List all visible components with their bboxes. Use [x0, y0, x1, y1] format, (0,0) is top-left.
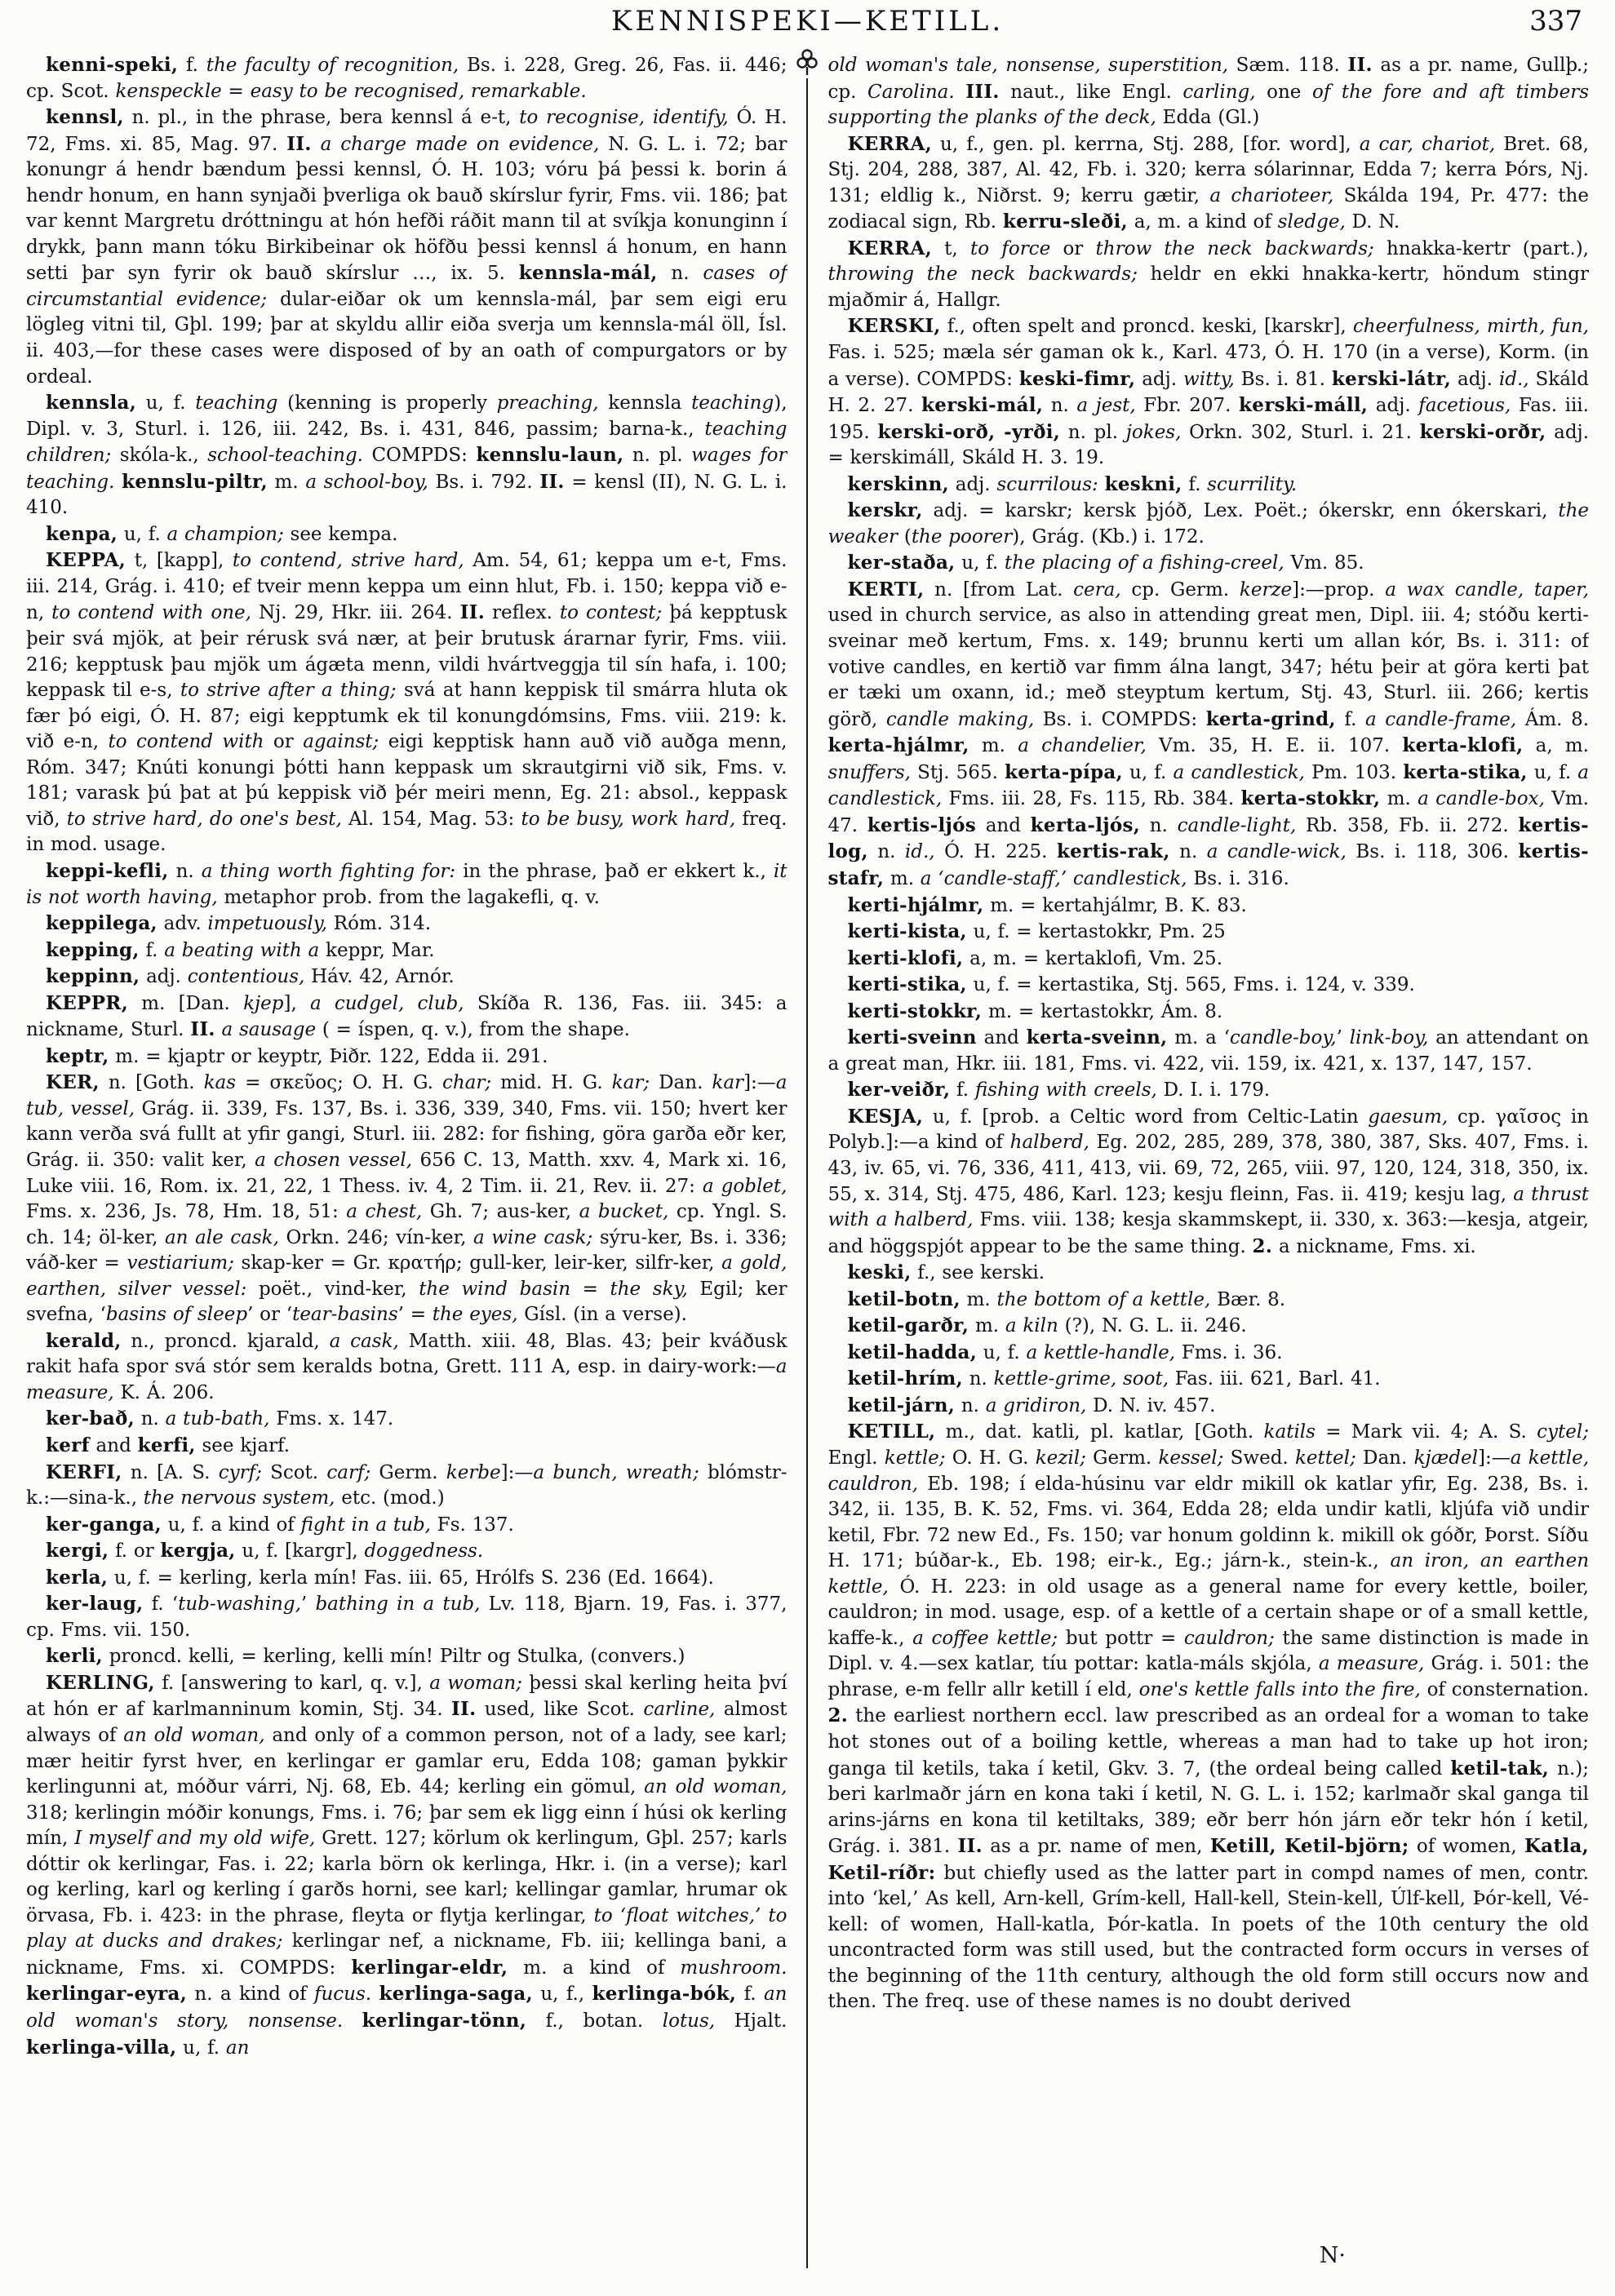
dictionary-entry: kenni-speki, f. the faculty of recognition, Bs. i. 228, Greg. 26, Fas. ii. 446; cp. Scot. kenspeckle = easy to be recognised, remarkable. — [26, 54, 788, 102]
dictionary-entry: kerti-stika, u, f. = kertastika, Stj. 565, Fms. i. 124, v. 339. — [847, 973, 1415, 996]
dictionary-entry: ketil-garðr, m. a kiln (?), N. G. L. ii. 246. — [847, 1314, 1247, 1337]
dictionary-entry: kerald, n., proncd. kjarald, a cask, Matth. xiii. 48, Blas. 43; þeir kváðusk rakit hafa spor svá stór sem keralds botna, Grett. 111 A, esp. in dairy-work:—a measure, K. Á. 206. — [26, 1329, 788, 1403]
dictionary-entry: keppi-kefli, n. a thing worth fighting for: in the phrase, það er ekkert k., it is not worth having, metaphor prob. from the lagakefli, q. v. — [26, 859, 788, 908]
running-head — [0, 5, 1615, 47]
dictionary-entry: kenpa, u, f. a champion; see kempa. — [46, 522, 398, 545]
dictionary-entry: KERRA, u, f., gen. pl. kerrna, Stj. 288, [for. word], a car, chariot, Bret. 68, Stj. 204, 288, 387, Al. 42, Fb. i. 320; kerra sólarinnar, Edda 7; kerra Þórs, Nj. 131; eldlig k., Niðrst. 9; kerru gætir, a charioteer, Skálda 194, Pr. 477: the zodiacal sign, Rb. kerru-sleði, a, m. a kind of sledge, D. N. — [827, 132, 1589, 233]
dictionary-entry: ker-ganga, u, f. a kind of fight in a tub, Fs. 137. — [46, 1513, 514, 1536]
dictionary-entry: ketil-hrím, n. kettle-grime, soot, Fas. iii. 621, Barl. 41. — [847, 1367, 1381, 1390]
dictionary-entry: ketil-hadda, u, f. a kettle-handle, Fms. i. 36. — [847, 1341, 1283, 1363]
dictionary-entry: KERSKI, f., often spelt and proncd. keski, [karskr], cheerfulness, mirth, fun, Fas. i. 525; mæla sér gaman ok k., Karl. 473, Ó. H. 170 (in a verse), Korm. (in a verse). COMPDS: keski-fimr, adj. witty, Bs. i. 81. kerski-látr, adj. id., Skáld H. 2. 27. kerski-mál, n. a jest, Fbr. 207. kerski-máll, adj. facetious, Fas. iii. 195. kerski-orð, -yrði, n. pl. jokes, Orkn. 302, Sturl. i. 21. kerski-orðr, adj. = kerskimáll, Skáld H. 3. 19. — [827, 315, 1589, 469]
dictionary-entry: kerf and kerfi, see kjarf. — [46, 1434, 291, 1456]
text-columns — [26, 52, 1589, 2250]
dictionary-entry: kerskr, adj. = karskr; kersk þjóð, Lex. Poët.; ókerskr, enn ókerskari, the weaker (the poorer), Grág. (Kb.) i. 172. — [827, 499, 1589, 547]
dictionary-entry: KERRA, t, to force or throw the neck backwards; hnakka-kertr (part.), throwing the neck backwards; heldr en ekki hnakka-kertr, höndum stingr mjaðmir á, Hallgr. — [827, 237, 1589, 311]
dictionary-entry: kerla, u, f. = kerling, kerla mín! Fas. iii. 65, Hrólfs S. 236 (Ed. 1664). — [46, 1566, 714, 1589]
column-left-text — [26, 52, 788, 2250]
column-right-text — [828, 52, 1590, 2250]
page-number: 337 — [1529, 5, 1582, 38]
dictionary-entry: ker-staða, u, f. the placing of a fishing-creel, Vm. 85. — [847, 552, 1364, 574]
dictionary-entry: kerti-stokkr, m. = kertastokkr, Ám. 8. — [847, 1000, 1223, 1022]
dictionary-entry: KERLING, f. [answering to karl, q. v.], a woman; þessi skal kerling heita því at hón er af karlmanninum komin, Stj. 34. II. used, like Scot. carline, almost always of an old woman, and only of a common person, not of a lady, see karl; mær heitir fyrst hver, en kerlingar er gamlar eru, Edda 108; gaman þykkir kerlingunni at, móður várri, Nj. 68, Eb. 44; kerling ein gömul, an old woman, 318; kerlingin móðir konungs, Fms. i. 76; þar sem ek ligg einn í húsi ok kerling mín, I myself and my old wife, Grett. 127; körlum ok kerlingum, Gþl. 257; karls dóttir ok kerlingar, Fas. i. 22; karla börn ok kerlinga, Hkr. i. (in a verse); karl og kerling, karl og kerling í garðs horni, see karl; kellingar gamlar, hrumar ok örvasa, Fb. i. 423: in the phrase, fleyta or flytja kerlingar, to ‘float witches,’ to play at ducks and drakes; kerlingar nef, a nickname, Fb. iii; kellinga bani, a nickname, Fms. xi. COMPDS: kerlingar-eldr, m. a kind of mushroom. kerlingar-eyra, n. a kind of fucus. kerlinga-saga, u, f., kerlinga-bók, f. an old woman's story, nonsense. kerlingar-tönn, f., botan. lotus, Hjalt. kerlinga-villa, u, f. an — [26, 1671, 788, 2059]
dictionary-entry: ketil-járn, n. a gridiron, D. N. iv. 457. — [847, 1394, 1216, 1416]
dictionary-entry: kerti-kista, u, f. = kertastokkr, Pm. 25 — [847, 920, 1226, 943]
dictionary-entry: kerti-klofi, a, m. = kertaklofi, Vm. 25. — [847, 946, 1222, 969]
dictionary-entry: ketil-botn, m. the bottom of a kettle, Bær. 8. — [847, 1288, 1286, 1310]
dictionary-entry: keski, f., see kerski. — [847, 1261, 1045, 1284]
dictionary-entry: keppilega, adv. impetuously, Róm. 314. — [46, 912, 432, 935]
dictionary-entry: kerskinn, adj. scurrilous: keskni, f. scurrility. — [847, 472, 1298, 495]
page-title: KENNISPEKI—KETILL. — [610, 5, 1005, 38]
dictionary-entry: KERFI, n. [A. S. cyrf; Scot. carf; Germ. kerbe]:—a bunch, wreath; blómstr-k.:—sina-k., the nervous system, etc. (mod.) — [26, 1460, 788, 1509]
dictionary-entry: kerli, proncd. kelli, = kerling, kelli mín! Piltr og Stulka, (convers.) — [46, 1645, 685, 1668]
dictionary-entry: KERTI, n. [from Lat. cera, cp. Germ. kerze]:—prop. a wax candle, taper, used in church service, as also in attending great men, Dipl. iii. 4; stóðu kerti-sveinar með kertum, Fms. x. 149; brunnu kerti um allan kór, Bs. i. 311: of votive candles, en kertið var fimm álna langt, 347; hétu þeir at göra kerti þat er tæki um oxann, id.; með steyptum kertum, Stj. 43, Sturl. iii. 266; kertis görð, candle making, Bs. i. COMPDS: kerta-grind, f. a candle-frame, Ám. 8. kerta-hjálmr, m. a chandelier, Vm. 35, H. E. ii. 107. kerta-klofi, a, m. snuffers, Stj. 565. kerta-pípa, u, f. a candlestick, Pm. 103. kerta-stika, u, f. a candlestick, Fms. iii. 28, Fs. 115, Rb. 384. kerta-stokkr, m. a candle-box, Vm. 47. kertis-ljós and kerta-ljós, n. candle-light, Rb. 358, Fb. ii. 272. kertis-log, n. id., Ó. H. 225. kertis-rak, n. a candle-wick, Bs. i. 118, 306. kertis-stafr, m. a ‘candle-staff,’ candlestick, Bs. i. 316. — [827, 578, 1589, 889]
dictionary-entry: kepping, f. a beating with a keppr, Mar. — [46, 938, 435, 961]
dictionary-entry: kergi, f. or kergja, u, f. [kargr], doggedness. — [46, 1540, 484, 1562]
dictionary-entry: ker-veiðr, f. fishing with creels, D. I. i. 179. — [847, 1079, 1271, 1101]
dictionary-entry: kennsla, u, f. teaching (kenning is properly preaching, kennsla teaching), Dipl. v. 3, Sturl. i. 126, iii. 242, Bs. i. 431, 846, passim; barna-k., teaching children; skóla-k., school-teaching. COMPDS: kennslu-laun, n. pl. wages for teaching. kennslu-piltr, m. a school-boy, Bs. i. 792. II. = kensl (II), N. G. L. i. 410. — [26, 392, 788, 519]
dictionary-entry: KER, n. [Goth. kas = σκεῦος; O. H. G. char; mid. H. G. kar; Dan. kar]:—a tub, vessel, Grág. ii. 339, Fs. 137, Bs. i. 336, 339, 340, Fms. vii. 150; hvert ker kann verða svá fullt at yfir gangi, Sturl. iii. 282: for fishing, göra garða eðr ker, Grág. ii. 350: valit ker, a chosen vessel, 656 C. 13, Matth. xxv. 4, Mark xi. 16, Luke viii. 16, Rom. ix. 21, 22, 1 Thess. iv. 4, 2 Tim. ii. 21, Rev. ii. 27: a goblet, Fms. x. 236, Js. 78, Hm. 18, 51: a chest, Gh. 7; aus-ker, a bucket, cp. Yngl. S. ch. 14; öl-ker, an ale cask, Orkn. 246; vín-ker, a wine cask; sýru-ker, Bs. i. 336; váð-ker = vestiarium; skap-ker = Gr. κρατήρ; gull-ker, leir-ker, silfr-ker, a gold, earthen, silver vessel: poët., vind-ker, the wind basin = the sky, Egil; ker svefna, ‘basins of sleep’ or ‘tear-basins’ = the eyes, Gísl. (in a verse). — [26, 1071, 788, 1326]
dictionary-entry: kennsl, n. pl., in the phrase, bera kennsl á e-t, to recognise, identify, Ó. H. 72, Fms. xi. 85, Mag. 97. II. a charge made on evidence, N. G. L. i. 72; bar konungr á hendr bændum þessi kennsl, Ó. H. 103; vóru þá þessi k. borin á hendr honum, en hann synjaði þverliga ok bauð skírslur fyrir, Fms. vii. 186; þat var kennt Margretu dróttningu at hón hefði ráðit mann til at svíkja konunginn í drykk, þann mann tóku Birkibeinar ok höfðu þessi kennsl á honum, en hann setti þar syn fyrir ok bauð skírslur …, ix. 5. kennsla-mál, n. cases of circumstantial evidence; dular-eiðar ok um kennsla-mál, þar sem eigi eru lögleg vitni til, Gþl. 199; þar at skyldu allir eiða sverja um kennsla-mál öll, Ísl. ii. 403,—for these cases were disposed of by an oath of compurgators or by ordeal. — [26, 106, 788, 388]
dictionary-entry: KEPPR, m. [Dan. kjep], a cudgel, club, Skíða R. 136, Fas. iii. 345: a nickname, Sturl. II. a sausage ( = íspen, q. v.), from the shape. — [26, 991, 788, 1041]
dictionary-entry: ker-laug, f. ‘tub-washing,’ bathing in a tub, Lv. 118, Bjarn. 19, Fas. i. 377, cp. Fms. vii. 150. — [26, 1593, 788, 1641]
dictionary-entry: KEPPA, t, [kapp], to contend, strive hard, Am. 54, 61; keppa um e-t, Fms. iii. 214, Grág. i. 410; ef tveir menn keppa um einn hlut, Fb. i. 150; keppa við e-n, to contend with one, Nj. 29, Hkr. iii. 264. II. reflex. to contest; þá kepptusk þeir svá mjök, at þeir rérusk svá nær, at þeir brutusk árarnar fyrir, Fms. viii. 216; kepptusk þau mjök um ágæta menn, vildi hvártveggja til sín hafa, i. 100; keppask til e-s, to strive after a thing; svá at hann keppisk til smárra hluta ok fær þó eigi, Ó. H. 87; eigi kepptumk ek til konungdómsins, Fms. viii. 219: k. við e-n, to contend with or against; eigi kepptisk hann auð við auðga menn, Róm. 347; Knúti konungi þótti hann keppask um skrautgirni við sik, Fms. v. 181; varask þú þat at þú keppisk við þér meiri menn, Eg. 21: absol., keppask við, to strive hard, do one's best, Al. 154, Mag. 53: to be busy, work hard, freq. in mod. usage. — [26, 549, 788, 856]
signature-mark: N· — [1319, 2243, 1346, 2268]
dictionary-entry: KETILL, m., dat. katli, pl. katlar, [Goth. katils = Mark vii. 4; A. S. cytel; Engl. kettle; O. H. G. kezil; Germ. kessel; Swed. kettel; Dan. kjædel]:—a kettle, cauldron, Eb. 198; í elda-húsinu var eldr mikill ok katlar yfir, Eg. 238, Bs. i. 342, ii. 135, B. K. 52, Fms. vi. 364, Edda 28; elda undir katli, kljúfa við undir ketil, Fbr. 72 new Ed., Fs. 150; var honum goldinn k. mikill ok góðr, Þorst. Síðu H. 171; búðar-k., Eb. 198; eir-k., Eg.; járn-k., stein-k., an iron, an earthen kettle, Ó. H. 223: in old usage as a general name for every kettle, boiler, cauldron; in mod. usage, esp. of a kettle of a certain shape or of a small kettle, kaffe-k., a coffee kettle; but pottr = cauldron; the same distinction is made in Dipl. v. 4.—sex katlar, tíu pottar: katla-máls skjóla, a measure, Grág. i. 501: the phrase, e-m fellr allr ketill í eld, one's kettle falls into the fire, of consternation. 2. the earliest northern eccl. law prescribed as an ordeal for a woman to take hot stones out of a boiling kettle, whereas a man had to take up hot iron; ganga til ketils, taka í ketil, Gkv. 3. 7, (the ordeal being called ketil-tak, n.); beri karlmaðr járn en kona taki í ketil, N. G. L. i. 152; karlmaðr skal ganga til arins-járns en kona til ketiltaks, 389; eðr berr hón járn eðr tekr hón í ketil, Grág. i. 381. II. as a pr. name of men, Ketill, Ketil-björn; of women, Katla, Ketil-ríðr: but chiefly used as the latter part in compd names of men, contr. into ‘kel,’ As kell, Arn-kell, Grím-kell, Hall-kell, Stein-kell, Úlf-kell, Þór-kell, Vé-kell: of women, Hall-katla, Þór-katla. In poets of the 10th century the old uncontracted form was still used, but the contracted form occurs in verses of the beginning of the 11th century, although the old form still occurs now and then. The freq. use of these names is no doubt derived — [827, 1421, 1589, 2013]
dictionary-entry: KESJA, u, f. [prob. a Celtic word from Celtic-Latin gaesum, cp. γαῖσος in Polyb.]:—a kind of halberd, Eg. 202, 285, 289, 378, 380, 387, Sks. 407, Fms. i. 43, iv. 65, vi. 76, 336, 411, 413, vii. 69, 72, 265, viii. 97, 120, 124, 318, 350, ix. 55, x. 314, Stj. 475, 486, Karl. 123; kesju fleinn, Fas. ii. 419; kesju lag, a thrust with a halberd, Fms. viii. 138; kesja skammskept, ii. 330, x. 363:—kesja, atgeir, and höggspjót appear to be the same thing. 2. a nickname, Fms. xi. — [827, 1105, 1589, 1257]
dictionary-entry: ker-bað, n. a tub-bath, Fms. x. 147. — [46, 1407, 394, 1430]
dictionary-entry: keptr, m. = kjaptr or keyptr, Þiðr. 122, Edda ii. 291. — [46, 1044, 548, 1067]
dictionary-entry: kerti-sveinn and kerta-sveinn, m. a ‘candle-boy,’ link-boy, an attendant on a great man, Hkr. iii. 181, Fms. vi. 422, vii. 159, ix. 421, x. 137, 147, 157. — [827, 1026, 1589, 1075]
dictionary-entry: keppinn, adj. contentious, Háv. 42, Arnór. — [46, 965, 455, 988]
dictionary-entry: kerti-hjálmr, m. = kertahjálmr, B. K. 83. — [847, 893, 1247, 916]
dictionary-entry: old woman's tale, nonsense, superstition, Sæm. 118. II. as a pr. name, Gullþ.; cp. Carolina. III. naut., like Engl. carling, one of the fore and aft timbers supporting the planks of the deck, Edda (Gl.) — [827, 54, 1589, 129]
